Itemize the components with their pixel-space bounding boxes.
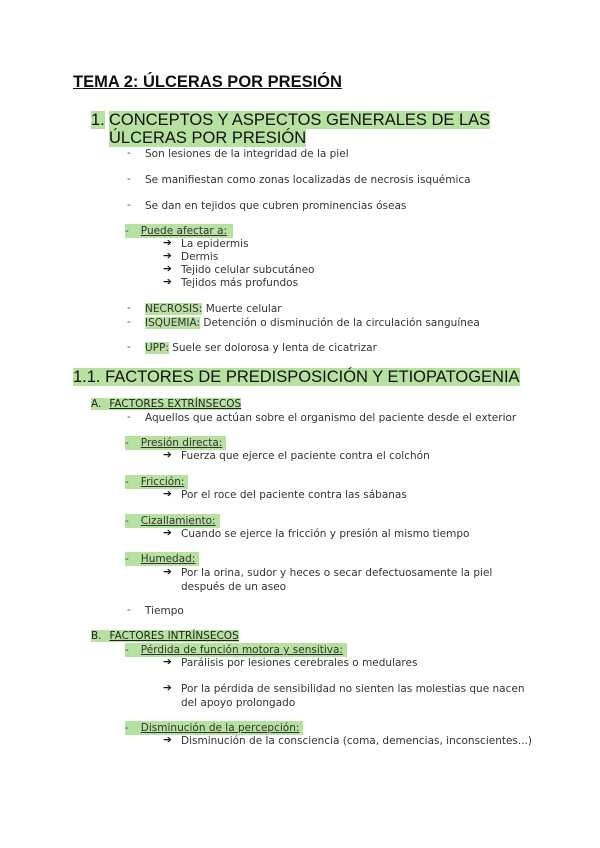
arrow-right-icon: ➔ <box>163 734 172 746</box>
section-1-heading-line2: ÚLCERAS POR PRESIÓN <box>109 129 307 147</box>
extrinsic-heading: A. FACTORES EXTRÍNSECOS <box>91 398 242 410</box>
factor-cizallamiento-heading: - Cizallamiento: <box>125 514 220 528</box>
bullet-dash: - <box>127 341 131 353</box>
definition-necrosis: NECROSIS: Muerte celular <box>145 303 282 315</box>
document-title: TEMA 2: ÚLCERAS POR PRESIÓN <box>73 73 342 91</box>
bullet-dash: - <box>127 411 131 423</box>
list-item: La epidermis <box>181 238 249 250</box>
arrow-right-icon: ➔ <box>163 656 172 668</box>
bullet-dash: - <box>127 302 131 314</box>
arrow-right-icon: ➔ <box>163 682 172 694</box>
factor-perdida-heading: - Pérdida de función motora y sensitiva: <box>125 643 347 657</box>
bullet-dash: - <box>127 147 131 159</box>
factor-humedad-heading: - Humedad: <box>125 552 199 566</box>
factor-tiempo: Tiempo <box>145 605 184 617</box>
arrow-right-icon: ➔ <box>163 263 172 275</box>
arrow-right-icon: ➔ <box>163 488 172 500</box>
arrow-right-icon: ➔ <box>163 237 172 249</box>
factor-friccion-heading: - Fricción: <box>125 475 188 489</box>
list-item: Cuando se ejerce la fricción y presión al mismo tiempo <box>181 528 470 540</box>
bullet-dash: - <box>127 604 131 616</box>
list-item: Fuerza que ejerce el paciente contra el colchón <box>181 450 430 462</box>
affects-heading: - Puede afectar a: <box>125 224 233 238</box>
intrinsic-heading: B. FACTORES INTRÍNSECOS <box>91 630 239 642</box>
list-item: Disminución de la consciencia (coma, demencias, inconscientes...) <box>181 735 533 747</box>
arrow-right-icon: ➔ <box>163 449 172 461</box>
extrinsic-intro: Aquellos que actúan sobre el organismo del paciente desde el exterior <box>145 412 517 424</box>
list-item: Por la pérdida de sensibilidad no sienten las molestias que nacen <box>181 683 525 695</box>
list-item: Son lesiones de la integridad de la piel <box>145 148 349 160</box>
section-1-number: 1. <box>91 111 105 129</box>
definition-isquemia: ISQUEMIA: Detención o disminución de la circulación sanguínea <box>145 317 480 329</box>
list-item: Dermis <box>181 251 219 263</box>
list-item: Tejido celular subcutáneo <box>181 264 315 276</box>
list-item: Parálisis por lesiones cerebrales o medulares <box>181 657 418 669</box>
section-1-1-heading: 1.1. FACTORES DE PREDISPOSICIÓN Y ETIOPATOGENIA <box>73 368 520 386</box>
factor-presion-heading: - Presión directa: <box>125 436 226 450</box>
bullet-dash: - <box>127 199 131 211</box>
factor-percepcion-heading: - Disminución de la percepción: <box>125 721 303 735</box>
list-item: Se manifiestan como zonas localizadas de necrosis isquémica <box>145 174 471 186</box>
definition-upp: UPP: Suele ser dolorosa y lenta de cicatrizar <box>145 342 377 354</box>
list-item: Tejidos más profundos <box>181 277 299 289</box>
arrow-right-icon: ➔ <box>163 566 172 578</box>
list-item-continuation: después de un aseo <box>181 581 287 593</box>
list-item: Se dan en tejidos que cubren prominencias óseas <box>145 200 407 212</box>
section-1-heading-line1: CONCEPTOS Y ASPECTOS GENERALES DE LAS <box>109 111 491 129</box>
list-item: Por el roce del paciente contra las sábanas <box>181 489 407 501</box>
list-item-continuation: del apoyo prolongado <box>181 697 296 709</box>
bullet-dash: - <box>127 316 131 328</box>
bullet-dash: - <box>127 173 131 185</box>
list-item: Por la orina, sudor y heces o secar defectuosamente la piel <box>181 567 493 579</box>
arrow-right-icon: ➔ <box>163 250 172 262</box>
arrow-right-icon: ➔ <box>163 527 172 539</box>
arrow-right-icon: ➔ <box>163 276 172 288</box>
